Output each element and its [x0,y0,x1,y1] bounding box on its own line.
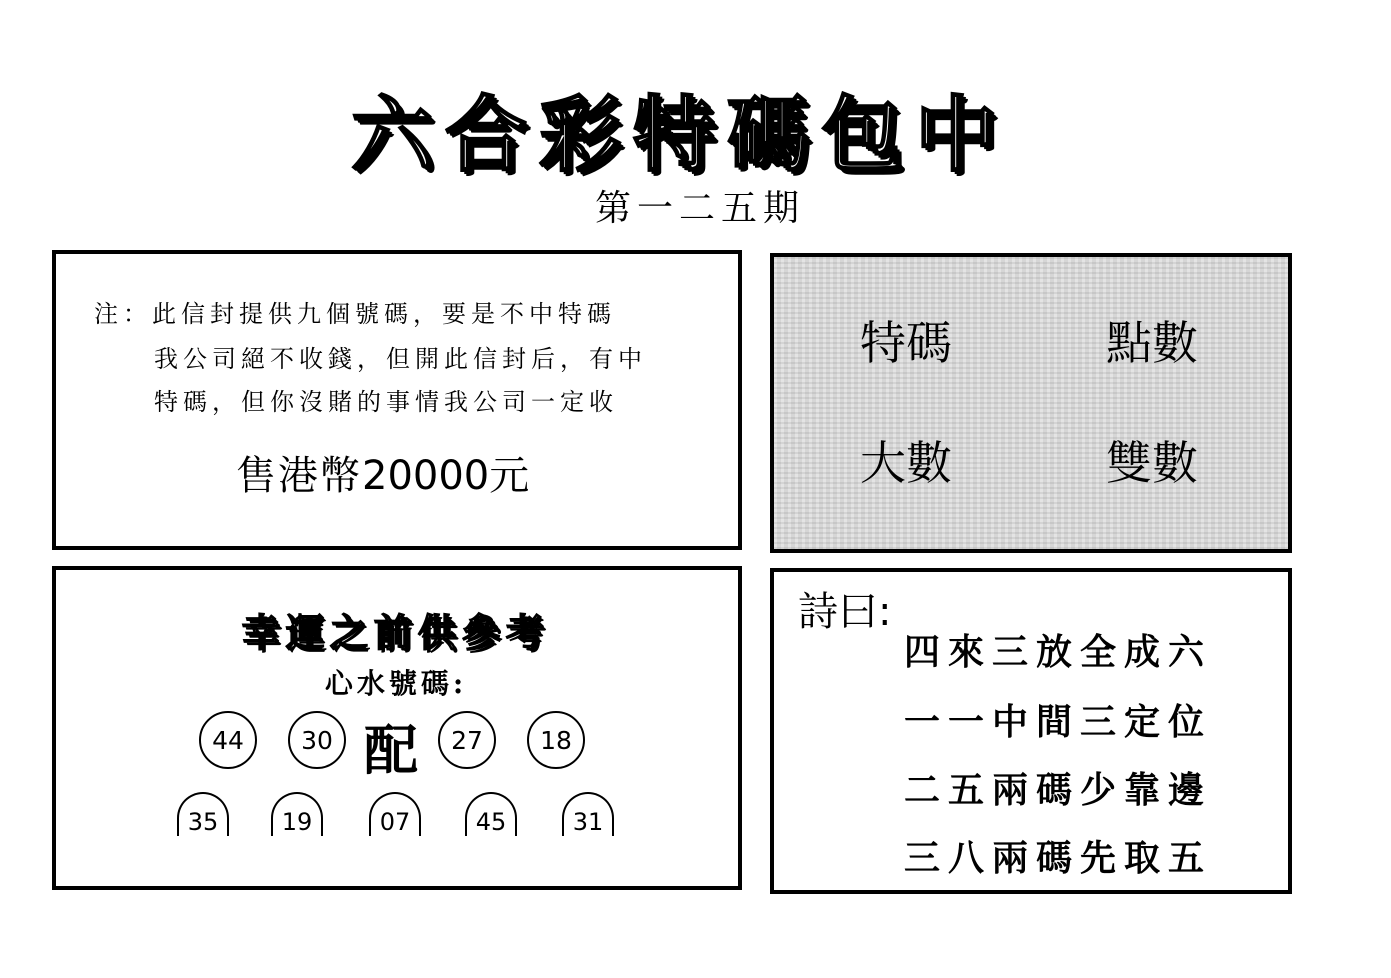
number-ball: 44 [199,711,257,769]
number-ball-partial: 07 [369,792,421,836]
poem-line: 三八兩碼先取五 [904,837,1213,879]
poem-line: 二五兩碼少靠邊 [904,769,1213,811]
attribute-special: 特碼 [860,316,952,370]
number-ball: 27 [438,711,496,769]
issue-number: 第一二五期 [594,188,805,229]
number-ball-partial: 19 [271,792,323,836]
attribute-even: 雙數 [1106,436,1198,490]
price [236,444,531,501]
notice-line-1: 注：此信封提供九個號碼，要是不中特碼 [94,300,616,328]
pair-label: 配 [364,718,418,782]
number-ball-partial: 45 [465,792,517,836]
number-ball-partial: 31 [562,792,614,836]
poem-line: 四來三放全成六 [904,631,1213,673]
lucky-numbers-box [52,566,742,890]
page-title: 六合彩特碼包中 [350,87,1009,183]
notice-line-3: 特碼，但你沒賭的事情我公司一定收 [154,388,618,416]
attribute-big: 大數 [860,436,952,490]
attribute-box [770,253,1292,553]
price-amount: 20000 [362,453,490,499]
notice-line-2: 我公司絕不收錢，但開此信封后，有中 [154,345,647,373]
lucky-subtitle: 心水號碼: [324,667,468,700]
attribute-points: 點數 [1106,316,1198,370]
poem-box [770,568,1292,894]
poem-heading: 詩曰: [798,589,892,635]
price-unit: 元 [489,453,532,499]
notice-box [52,250,742,550]
number-ball: 18 [527,711,585,769]
number-ball-partial: 35 [177,792,229,836]
number-ball: 30 [288,711,346,769]
poem-line: 一一中間三定位 [904,701,1213,743]
price-prefix: 售港幣 [236,453,362,499]
lucky-title: 幸運之前供參考 [241,610,550,655]
